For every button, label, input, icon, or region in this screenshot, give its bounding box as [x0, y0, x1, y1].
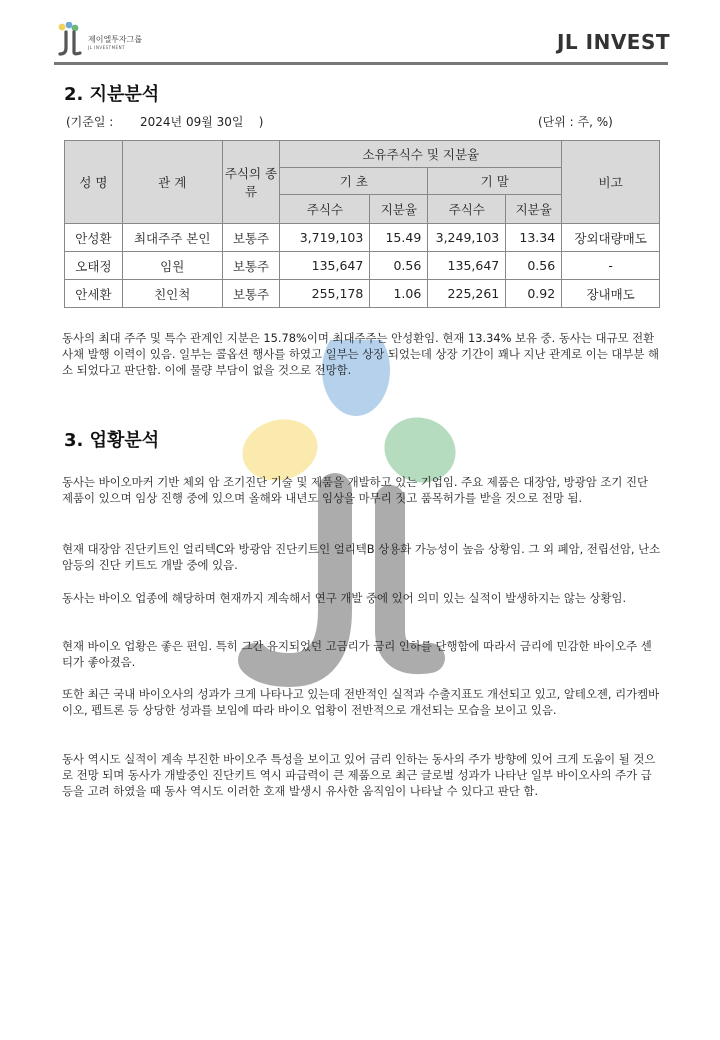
cell-name: 오태정	[65, 252, 123, 280]
cell-end-shares: 3,249,103	[428, 224, 506, 252]
industry-paragraph: 현재 대장암 진단키트인 얼리텍C와 방광암 진단키트인 얼리텍B 상용화 가능성이 높음 상황임. 그 외 폐암, 전립선암, 난소암등의 진단 키트도 개발 중에 있음.	[62, 542, 661, 572]
cell-end-ratio: 0.56	[506, 252, 562, 280]
share-analysis-paragraph: 동사의 최대 주주 및 특수 관계인 지분은 15.78%이며 최대주주는 안성환임. 현재 13.34% 보유 중. 동사는 대규모 전환 사채 발행 이력이 있음. 일부는 콜옵션 행사를 하였고 일부는 상장 되었는데 상장 기간이 꽤나 지난 관계로 이는 대부분 해소 되었다고 판단함. 이에 물량 부담이 없을 것으로 전망함.	[62, 331, 659, 377]
cell-relation: 친인척	[122, 280, 222, 308]
header-divider	[54, 62, 668, 65]
cell-name: 안세환	[65, 280, 123, 308]
cell-end-shares: 225,261	[428, 280, 506, 308]
section-title-industry-analysis: 3. 업황분석	[64, 430, 160, 451]
cell-start-ratio: 0.56	[370, 252, 428, 280]
header-start-shares: 주식수	[280, 195, 370, 224]
header-name: 성 명	[65, 141, 123, 224]
cell-name: 안성환	[65, 224, 123, 252]
cell-start-shares: 3,719,103	[280, 224, 370, 252]
cell-type: 보통주	[222, 224, 280, 252]
cell-relation: 임원	[122, 252, 222, 280]
industry-paragraph: 동사는 바이오마커 기반 체외 암 조기진단 기술 및 제품을 개발하고 있는 기업임. 주요 제품은 대장암, 방광암 조기 진단 제품이 있으며 임상 진행 중에 있으며 올해와 내년도 임상을 마무리 짓고 품목허가를 받을 것으로 전망 됨.	[62, 475, 648, 505]
base-date-label: (기준일 : 2024년 09월 30일 )	[66, 115, 264, 129]
header-holdings: 소유주식수 및 지분율	[280, 141, 562, 168]
cell-type: 보통주	[222, 280, 280, 308]
cell-note: 장외대량매도	[562, 224, 660, 252]
header-stock-type: 주식의 종류	[222, 141, 280, 224]
cell-type: 보통주	[222, 252, 280, 280]
header-relation: 관 계	[122, 141, 222, 224]
industry-paragraph: 현재 바이오 업황은 좋은 편임. 특히 그간 유지되었던 고금리가 금리 인하를 단행함에 따라서 금리에 민감한 바이오주 센티가 좋아졌음.	[62, 639, 652, 669]
section-title-share-analysis: 2. 지분분석	[64, 84, 160, 105]
industry-paragraph: 동사 역시도 실적이 계속 부진한 바이오주 특성을 보이고 있어 금리 인하는 동사의 주가 방향에 있어 크게 도움이 될 것으로 전망 되며 동사가 개발중인 진단키트 역시 파급력이 큰 제품으로 최근 글로벌 성과가 나타난 일부 바이오사의 주가 급등을 고려 하였을 때 동사 역시도 이러한 호재 발생시 유사한 움직임이 나타날 수 있다고 판단 함.	[62, 752, 656, 798]
header-end-shares: 주식수	[428, 195, 506, 224]
industry-paragraph: 동사는 바이오 업종에 해당하며 현재까지 계속해서 연구 개발 중에 있어 의미 있는 실적이 발생하지는 않는 상황임.	[62, 591, 627, 605]
table-row	[65, 224, 660, 252]
cell-end-ratio: 13.34	[506, 224, 562, 252]
shareholding-table	[64, 140, 660, 308]
table-row	[65, 252, 660, 280]
page-header	[0, 0, 720, 66]
logo-subtext: JL INVESTMENT	[88, 45, 126, 50]
logo-text: 제이엘투자그룹	[88, 35, 143, 44]
cell-end-ratio: 0.92	[506, 280, 562, 308]
cell-start-ratio: 1.06	[370, 280, 428, 308]
unit-label: (단위 : 주, %)	[538, 115, 613, 129]
brand-title: JL INVEST	[556, 30, 670, 54]
cell-start-ratio: 15.49	[370, 224, 428, 252]
cell-start-shares: 135,647	[280, 252, 370, 280]
header-start: 기 초	[280, 168, 428, 195]
cell-start-shares: 255,178	[280, 280, 370, 308]
industry-paragraph: 또한 최근 국내 바이오사의 성과가 크게 나타나고 있는데 전반적인 실적과 수출지표도 개선되고 있고, 알테오젠, 리가켐바이오, 펩트론 등 상당한 성과를 보임에 따라 바이오 업황이 전반적으로 개선되는 모습을 보이고 있음.	[62, 687, 660, 717]
cell-end-shares: 135,647	[428, 252, 506, 280]
cell-note: -	[562, 252, 660, 280]
header-end: 기 말	[428, 168, 562, 195]
cell-relation: 최대주주 본인	[122, 224, 222, 252]
header-note: 비고	[562, 141, 660, 224]
table-row	[65, 280, 660, 308]
header-end-ratio: 지분율	[506, 195, 562, 224]
cell-note: 장내매도	[562, 280, 660, 308]
header-start-ratio: 지분율	[370, 195, 428, 224]
